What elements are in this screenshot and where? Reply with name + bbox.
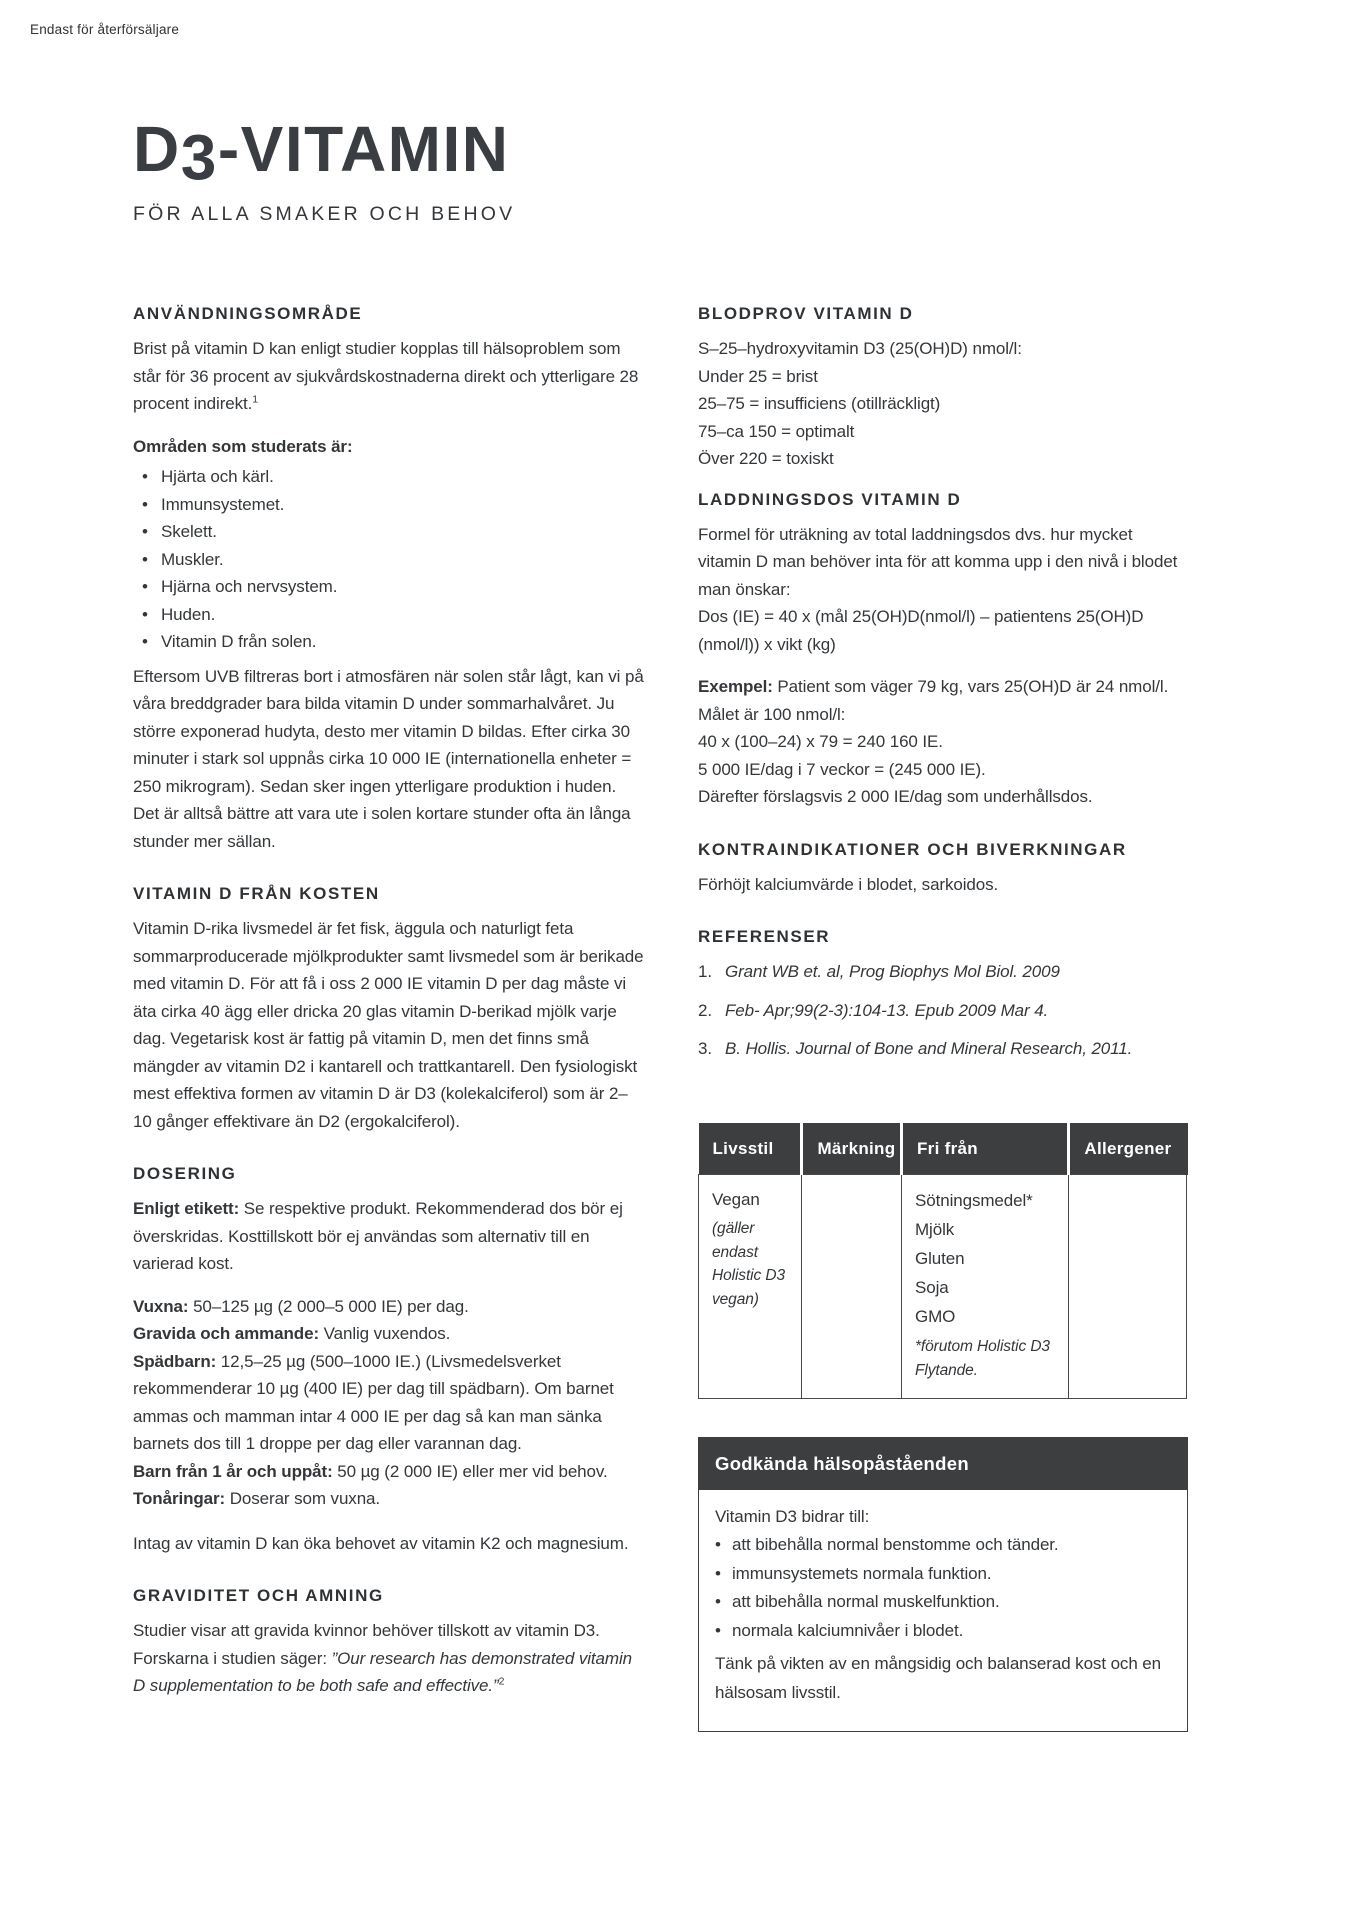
- claims-intro: Vitamin D3 bidrar till:: [715, 1506, 870, 1526]
- heading-graviditet-och-amning: GRAVIDITET OCH AMNING: [133, 1586, 384, 1605]
- claim-item: • immunsystemets normala funktion.: [715, 1560, 1171, 1589]
- list-item: • Skelett.: [133, 518, 645, 546]
- right-column: [698, 300, 1188, 1732]
- list-item: • Immunsystemet.: [133, 491, 645, 519]
- list-item: • Vitamin D från solen.: [133, 628, 645, 656]
- example-line: Därefter förslagsvis 2 000 IE/dag som underhållsdos.: [698, 787, 1093, 806]
- product-attributes-table: [698, 1123, 1188, 1400]
- left-column: [133, 300, 645, 1715]
- approved-claims-body: [699, 1490, 1187, 1732]
- list-item: • Hjärta och kärl.: [133, 463, 645, 491]
- title-rest: -VITAMIN: [217, 113, 510, 185]
- cell-fri-fran: [902, 1175, 1069, 1399]
- blood-line: Över 220 = toxiskt: [698, 449, 834, 468]
- dosage-list: [133, 1293, 645, 1513]
- reference-text: B. Hollis. Journal of Bone and Mineral Research, 2011.: [725, 1039, 1133, 1058]
- studied-areas-list: [133, 463, 645, 656]
- table-row: [699, 1175, 1187, 1399]
- dosage-entry: [133, 1320, 645, 1348]
- subheading-studied-areas: Områden som studerats är:: [133, 436, 353, 456]
- column-header-markning: Märkning: [802, 1123, 902, 1175]
- cell-markning: [802, 1175, 902, 1399]
- heading-vitamin-d-fran-kosten: VITAMIN D FRÅN KOSTEN: [133, 884, 380, 903]
- list-item: • Huden.: [133, 601, 645, 629]
- heading-laddningsdos: LADDNINGSDOS VITAMIN D: [698, 489, 962, 509]
- heading-dosering: DOSERING: [133, 1164, 237, 1183]
- title-d: D: [133, 113, 181, 185]
- paragraph-diet: Vitamin D-rika livsmedel är fet fisk, äggula och naturligt feta sommarproducerade mjölkprodukter samt livsmedel som är berikade med vitamin D. För att få i oss 2 000 IE vitamin D per dag måste vi äta cirka 40 ägg eller dricka 20 glas vitamin D-berikad mjölk varje dag. Vegetarisk kost är fattig på vitamin D, men det finns små mängder av vitamin D2 i kantarell och trattkantarell. Den fysiologiskt mest effektiva formen av vitamin D är D3 (kolekalciferol) som är 2–10 gånger effektivare än D2 (ergokalciferol).: [133, 919, 644, 1131]
- column-header-fri-fran: Fri från: [902, 1123, 1069, 1175]
- cell-livsstil: [699, 1175, 802, 1399]
- fri-fran-item: Soja: [915, 1278, 949, 1297]
- heading-anvandningsomrade: ANVÄNDNINGSOMRÅDE: [133, 304, 363, 323]
- label-dose-text: Se respektive produkt. Rekommenderad dos bör ej överskridas. Kosttillskott bör ej användas som alternativ till en varierad kost.: [133, 1199, 623, 1273]
- fri-fran-note: *förutom Holistic D3 Flytande.: [915, 1338, 1050, 1379]
- reference-item: [698, 1035, 1188, 1063]
- example-label: Exempel:: [698, 677, 773, 696]
- approved-claims-header: Godkända hälsopåståenden: [699, 1438, 1187, 1490]
- fri-fran-item: Gluten: [915, 1249, 965, 1268]
- dosage-label: Gravida och ammande:: [133, 1324, 320, 1343]
- dosage-text: 50 µg (2 000 IE) eller mer vid behov.: [332, 1461, 608, 1481]
- dosage-label: Vuxna:: [133, 1296, 189, 1316]
- label-enligt-etikett: Enligt etikett:: [133, 1199, 240, 1218]
- dosage-text: Vanlig vuxendos.: [319, 1324, 451, 1343]
- footnote-ref-2: 2: [498, 1675, 505, 1688]
- example-line: Målet är 100 nmol/l:: [698, 704, 846, 724]
- example-line: 5 000 IE/dag i 7 veckor = (245 000 IE).: [698, 759, 986, 779]
- document-header: [133, 113, 516, 226]
- dosage-text: Doserar som vuxna.: [225, 1489, 381, 1508]
- blood-test-lines: [698, 335, 1188, 473]
- livsstil-note: (gäller endast Holistic D3 vegan): [712, 1220, 785, 1308]
- example-line: 40 x (100–24) x 79 = 240 160 IE.: [698, 732, 943, 751]
- title-3: 3: [180, 121, 218, 194]
- paragraph-example: [698, 673, 1188, 811]
- table-header-row: [699, 1123, 1187, 1175]
- claims-outro: Tänk på vikten av en mångsidig och balanserad kost och en hälsosam livsstil.: [715, 1654, 1162, 1702]
- dosage-label: Tonåringar:: [133, 1489, 226, 1508]
- page-title: [133, 113, 515, 194]
- paragraph-usage: [133, 335, 645, 418]
- paragraph-label-dose: [133, 1195, 645, 1278]
- dosage-entry: [133, 1348, 645, 1458]
- dosage-entry: [133, 1293, 645, 1321]
- dosage-text: 12,5–25 µg (500–1000 IE.) (Livsmedelsverket rekommenderar 10 µg (400 IE) per dag till spädbarn). Om barnet ammas och mamman intar 4 000 IE per dag så kan man sänka barnets dos till 1 droppe per dag eller varannan dag.: [133, 1351, 614, 1453]
- paragraph-k2-magnesium: Intag av vitamin D kan öka behovet av vitamin K2 och magnesium.: [133, 1533, 629, 1553]
- pregnancy-text: Studier visar att gravida kvinnor behöver tillskott av vitamin D3. Forskarna i studien säger:: [133, 1621, 600, 1668]
- dosage-text: 50–125 µg (2 000–5 000 IE) per dag.: [188, 1296, 469, 1316]
- reference-text: Feb- Apr;99(2-3):104-13. Epub 2009 Mar 4.: [725, 1000, 1049, 1020]
- references-list: [698, 958, 1188, 1063]
- claim-item: • att bibehålla normal muskelfunktion.: [715, 1588, 1171, 1617]
- paragraph-pregnancy: [133, 1617, 645, 1700]
- cell-allergener: [1069, 1175, 1187, 1399]
- paragraph-uvb: Eftersom UVB filtreras bort i atmosfären när solen står lågt, kan vi på våra breddgrader bara bilda vitamin D under sommarhalvåret. Ju större exponerad hudyta, desto mer vitamin D bildas. Efter cirka 30 minuter i stark sol uppnås cirka 10 000 IE (internationella enheter = 250 mikrogram). Sedan sker ingen ytterligare produktion i huden. Det är alltså bättre att vara ute i solen kortare stunder ofta än långa stunder mer sällan.: [133, 666, 644, 851]
- footnote-ref-1: 1: [252, 393, 259, 406]
- approved-claims-box: [698, 1437, 1188, 1732]
- dosage-entry: [133, 1485, 645, 1513]
- usage-text: Brist på vitamin D kan enligt studier kopplas till hälsoproblem som står för 36 procent av sjukvårdskostnaderna direkt och ytterligare 28 procent indirekt.: [133, 339, 639, 413]
- blood-line: 75–ca 150 = optimalt: [698, 421, 855, 441]
- column-header-allergener: Allergener: [1069, 1123, 1187, 1175]
- claim-item: • att bibehålla normal benstomme och tänder.: [715, 1531, 1171, 1560]
- fri-fran-item: GMO: [915, 1307, 956, 1326]
- fri-fran-item: Mjölk: [915, 1220, 955, 1239]
- reference-item: [698, 958, 1188, 986]
- blood-line: S–25–hydroxyvitamin D3 (25(OH)D) nmol/l:: [698, 339, 1022, 358]
- example-text: Patient som väger 79 kg, vars 25(OH)D är 24 nmol/l.: [772, 677, 1169, 696]
- column-header-livsstil: Livsstil: [699, 1123, 802, 1175]
- blood-line: Under 25 = brist: [698, 366, 818, 386]
- blood-line: 25–75 = insufficiens (otillräckligt): [698, 394, 941, 413]
- heading-blodprov-vitamin-d: BLODPROV VITAMIN D: [698, 304, 914, 323]
- heading-referenser: REFERENSER: [698, 927, 831, 946]
- dosage-entry: [133, 1458, 645, 1486]
- top-note: Endast för återförsäljare: [30, 22, 180, 37]
- livsstil-value: Vegan: [712, 1190, 760, 1209]
- fri-fran-item: Sötningsmedel*: [915, 1191, 1033, 1210]
- loading-dose-formula: Dos (IE) = 40 x (mål 25(OH)D(nmol/l) – patientens 25(OH)D (nmol/l)) x vikt (kg): [698, 607, 1144, 654]
- loading-dose-text: Formel för uträkning av total laddningsdos dvs. hur mycket vitamin D man behöver inta för att komma upp i den nivå i blodet man önskar:: [698, 524, 1178, 599]
- claim-item: • normala kalciumnivåer i blodet.: [715, 1617, 1171, 1646]
- dosage-label: Barn från 1 år och uppåt:: [133, 1461, 333, 1481]
- paragraph-loading-dose: [698, 521, 1188, 659]
- dosage-label: Spädbarn:: [133, 1351, 217, 1371]
- reference-text: Grant WB et. al, Prog Biophys Mol Biol. 2009: [725, 962, 1060, 981]
- pregnancy-quote: ”Our research has demonstrated vitamin D supplementation to be both safe and effective.”: [133, 1648, 633, 1695]
- heading-kontraindikationer: KONTRAINDIKATIONER OCH BIVERKNINGAR: [698, 839, 1127, 859]
- list-item: • Muskler.: [133, 546, 645, 574]
- page-subtitle: FÖR ALLA SMAKER OCH BEHOV: [133, 203, 516, 226]
- reference-item: [698, 997, 1188, 1025]
- paragraph-contraindications: Förhöjt kalciumvärde i blodet, sarkoidos.: [698, 874, 999, 894]
- list-item: • Hjärna och nervsystem.: [133, 573, 645, 601]
